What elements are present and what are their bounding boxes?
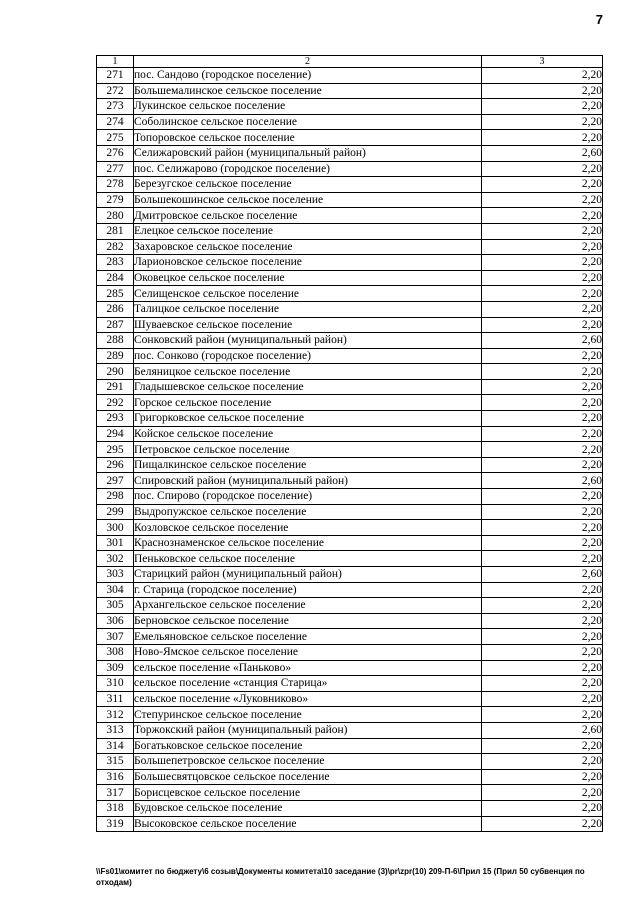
row-name-cell: Сонковский район (муниципальный район)	[134, 333, 482, 349]
row-name-cell: г. Старица (городское поселение)	[134, 582, 482, 598]
row-value-cell: 2,20	[482, 83, 603, 99]
row-number-cell: 276	[97, 145, 134, 161]
table-row	[97, 473, 603, 489]
table-row	[97, 769, 603, 785]
row-number-cell: 312	[97, 707, 134, 723]
row-number-cell: 306	[97, 613, 134, 629]
row-number-cell: 273	[97, 99, 134, 115]
table-row	[97, 489, 603, 505]
row-value-cell: 2,20	[482, 395, 603, 411]
row-value-cell: 2,20	[482, 255, 603, 271]
row-number-cell: 297	[97, 473, 134, 489]
table-row	[97, 738, 603, 754]
row-number-cell: 277	[97, 161, 134, 177]
row-value-cell: 2,20	[482, 551, 603, 567]
row-value-cell: 2,20	[482, 800, 603, 816]
table-row	[97, 754, 603, 770]
column-header-name: 2	[134, 56, 482, 68]
table-header-row	[97, 56, 603, 68]
table-row	[97, 317, 603, 333]
row-value-cell: 2,20	[482, 707, 603, 723]
row-number-cell: 284	[97, 270, 134, 286]
row-name-cell: Торжокский район (муниципальный район)	[134, 722, 482, 738]
row-name-cell: Соболинское сельское поселение	[134, 114, 482, 130]
row-name-cell: Старицкий район (муниципальный район)	[134, 567, 482, 583]
row-value-cell: 2,60	[482, 567, 603, 583]
row-value-cell: 2,20	[482, 644, 603, 660]
row-value-cell: 2,20	[482, 785, 603, 801]
row-name-cell: Краснознаменское сельское поселение	[134, 535, 482, 551]
table-row	[97, 567, 603, 583]
row-name-cell: Выдропужское сельское поселение	[134, 504, 482, 520]
table-row	[97, 613, 603, 629]
row-number-cell: 299	[97, 504, 134, 520]
page-number: 7	[595, 12, 603, 27]
row-name-cell: Талицкое сельское поселение	[134, 301, 482, 317]
row-value-cell: 2,20	[482, 676, 603, 692]
row-value-cell: 2,20	[482, 192, 603, 208]
row-name-cell: Борисцевское сельское поселение	[134, 785, 482, 801]
row-value-cell: 2,20	[482, 208, 603, 224]
row-value-cell: 2,60	[482, 145, 603, 161]
row-number-cell: 271	[97, 68, 134, 84]
row-number-cell: 301	[97, 535, 134, 551]
row-name-cell: Оковецкое сельское поселение	[134, 270, 482, 286]
row-value-cell: 2,20	[482, 504, 603, 520]
row-value-cell: 2,20	[482, 161, 603, 177]
row-name-cell: Селижаровский район (муниципальный район)	[134, 145, 482, 161]
table-row	[97, 520, 603, 536]
table-row	[97, 442, 603, 458]
row-name-cell: Елецкое сельское поселение	[134, 223, 482, 239]
row-name-cell: Койское сельское поселение	[134, 426, 482, 442]
row-name-cell: Пеньковское сельское поселение	[134, 551, 482, 567]
row-name-cell: Будовское сельское поселение	[134, 800, 482, 816]
row-number-cell: 287	[97, 317, 134, 333]
row-name-cell: Лукинское сельское поселение	[134, 99, 482, 115]
table-row	[97, 411, 603, 427]
row-value-cell: 2,60	[482, 473, 603, 489]
row-name-cell: Большепетровское сельское поселение	[134, 754, 482, 770]
row-value-cell: 2,20	[482, 754, 603, 770]
row-number-cell: 283	[97, 255, 134, 271]
row-number-cell: 274	[97, 114, 134, 130]
table-row	[97, 130, 603, 146]
row-number-cell: 311	[97, 691, 134, 707]
row-name-cell: Ларионовское сельское поселение	[134, 255, 482, 271]
row-name-cell: Селищенское сельское поселение	[134, 286, 482, 302]
row-number-cell: 313	[97, 722, 134, 738]
row-value-cell: 2,20	[482, 629, 603, 645]
table-row	[97, 816, 603, 832]
row-value-cell: 2,20	[482, 68, 603, 84]
row-number-cell: 288	[97, 333, 134, 349]
row-number-cell: 303	[97, 567, 134, 583]
row-number-cell: 272	[97, 83, 134, 99]
row-value-cell: 2,20	[482, 442, 603, 458]
row-number-cell: 315	[97, 754, 134, 770]
row-number-cell: 290	[97, 364, 134, 380]
table-row	[97, 598, 603, 614]
table-row	[97, 691, 603, 707]
table-row	[97, 395, 603, 411]
row-name-cell: Козловское сельское поселение	[134, 520, 482, 536]
table-row	[97, 535, 603, 551]
row-value-cell: 2,60	[482, 722, 603, 738]
row-name-cell: Степуринское сельское поселение	[134, 707, 482, 723]
row-number-cell: 289	[97, 348, 134, 364]
table-row	[97, 333, 603, 349]
row-number-cell: 304	[97, 582, 134, 598]
table-row	[97, 364, 603, 380]
row-value-cell: 2,20	[482, 582, 603, 598]
table-row	[97, 192, 603, 208]
row-name-cell: Березугское сельское поселение	[134, 177, 482, 193]
row-name-cell: Большесвятцовское сельское поселение	[134, 769, 482, 785]
table-row	[97, 270, 603, 286]
column-header-value: 3	[482, 56, 603, 68]
row-value-cell: 2,20	[482, 177, 603, 193]
row-value-cell: 2,20	[482, 364, 603, 380]
row-name-cell: пос. Спирово (городское поселение)	[134, 489, 482, 505]
row-number-cell: 300	[97, 520, 134, 536]
row-number-cell: 318	[97, 800, 134, 816]
table-row	[97, 161, 603, 177]
row-name-cell: Шуваевское сельское поселение	[134, 317, 482, 333]
row-name-cell: Беляницкое сельское поселение	[134, 364, 482, 380]
row-number-cell: 314	[97, 738, 134, 754]
table-row	[97, 426, 603, 442]
table-body	[97, 68, 603, 832]
row-number-cell: 296	[97, 457, 134, 473]
row-value-cell: 2,20	[482, 769, 603, 785]
table-row	[97, 68, 603, 84]
row-name-cell: Спировский район (муниципальный район)	[134, 473, 482, 489]
table-row	[97, 223, 603, 239]
row-name-cell: Ново-Ямское сельское поселение	[134, 644, 482, 660]
row-name-cell: пос. Селижарово (городское поселение)	[134, 161, 482, 177]
table-row	[97, 722, 603, 738]
row-number-cell: 279	[97, 192, 134, 208]
row-name-cell: Топоровское сельское поселение	[134, 130, 482, 146]
table-row	[97, 800, 603, 816]
row-name-cell: пос. Сандово (городское поселение)	[134, 68, 482, 84]
row-name-cell: сельское поселение «станция Старица»	[134, 676, 482, 692]
row-value-cell: 2,20	[482, 426, 603, 442]
row-number-cell: 286	[97, 301, 134, 317]
row-value-cell: 2,20	[482, 535, 603, 551]
row-name-cell: Берновское сельское поселение	[134, 613, 482, 629]
row-number-cell: 293	[97, 411, 134, 427]
table-row	[97, 629, 603, 645]
row-number-cell: 305	[97, 598, 134, 614]
table-row	[97, 348, 603, 364]
table-row	[97, 676, 603, 692]
row-name-cell: пос. Сонково (городское поселение)	[134, 348, 482, 364]
row-value-cell: 2,20	[482, 239, 603, 255]
row-number-cell: 291	[97, 379, 134, 395]
row-number-cell: 308	[97, 644, 134, 660]
row-number-cell: 282	[97, 239, 134, 255]
row-number-cell: 317	[97, 785, 134, 801]
row-value-cell: 2,20	[482, 130, 603, 146]
row-number-cell: 295	[97, 442, 134, 458]
row-value-cell: 2,20	[482, 660, 603, 676]
table-row	[97, 644, 603, 660]
row-value-cell: 2,60	[482, 333, 603, 349]
row-number-cell: 309	[97, 660, 134, 676]
row-number-cell: 285	[97, 286, 134, 302]
row-value-cell: 2,20	[482, 411, 603, 427]
row-name-cell: сельское поселение «Луковниково»	[134, 691, 482, 707]
row-value-cell: 2,20	[482, 348, 603, 364]
table-row	[97, 785, 603, 801]
table-row	[97, 286, 603, 302]
row-name-cell: Высоковское сельское поселение	[134, 816, 482, 832]
table-row	[97, 208, 603, 224]
row-name-cell: Большемалинское сельское поселение	[134, 83, 482, 99]
table-row	[97, 379, 603, 395]
row-number-cell: 316	[97, 769, 134, 785]
row-value-cell: 2,20	[482, 317, 603, 333]
table-row	[97, 551, 603, 567]
row-value-cell: 2,20	[482, 114, 603, 130]
row-value-cell: 2,20	[482, 301, 603, 317]
row-number-cell: 294	[97, 426, 134, 442]
table-row	[97, 660, 603, 676]
row-name-cell: Гладышевское сельское поселение	[134, 379, 482, 395]
table-row	[97, 707, 603, 723]
table-row	[97, 145, 603, 161]
row-name-cell: Горское сельское поселение	[134, 395, 482, 411]
data-table	[96, 55, 603, 832]
row-value-cell: 2,20	[482, 270, 603, 286]
row-value-cell: 2,20	[482, 489, 603, 505]
table-row	[97, 114, 603, 130]
row-name-cell: Емельяновское сельское поселение	[134, 629, 482, 645]
row-value-cell: 2,20	[482, 816, 603, 832]
row-value-cell: 2,20	[482, 613, 603, 629]
row-number-cell: 280	[97, 208, 134, 224]
row-value-cell: 2,20	[482, 99, 603, 115]
row-number-cell: 278	[97, 177, 134, 193]
row-number-cell: 302	[97, 551, 134, 567]
row-value-cell: 2,20	[482, 223, 603, 239]
row-name-cell: Архангельское сельское поселение	[134, 598, 482, 614]
column-header-number: 1	[97, 56, 134, 68]
row-number-cell: 310	[97, 676, 134, 692]
row-value-cell: 2,20	[482, 457, 603, 473]
row-value-cell: 2,20	[482, 520, 603, 536]
table-row	[97, 504, 603, 520]
row-name-cell: Большекошинское сельское поселение	[134, 192, 482, 208]
row-name-cell: Григорковское сельское поселение	[134, 411, 482, 427]
row-number-cell: 298	[97, 489, 134, 505]
row-name-cell: Богатьковское сельское поселение	[134, 738, 482, 754]
row-value-cell: 2,20	[482, 286, 603, 302]
table-row	[97, 582, 603, 598]
table-row	[97, 457, 603, 473]
table-row	[97, 239, 603, 255]
table-row	[97, 301, 603, 317]
table-row	[97, 177, 603, 193]
row-number-cell: 292	[97, 395, 134, 411]
row-value-cell: 2,20	[482, 379, 603, 395]
row-name-cell: Дмитровское сельское поселение	[134, 208, 482, 224]
row-number-cell: 281	[97, 223, 134, 239]
row-number-cell: 319	[97, 816, 134, 832]
row-name-cell: сельское поселение «Паньково»	[134, 660, 482, 676]
row-number-cell: 307	[97, 629, 134, 645]
row-name-cell: Захаровское сельское поселение	[134, 239, 482, 255]
table-row	[97, 83, 603, 99]
table-row	[97, 255, 603, 271]
row-name-cell: Пищалкинское сельское поселение	[134, 457, 482, 473]
file-path-footer: \\Fs01\комитет по бюджету\6 созыв\Документы комитета\10 заседание (3)\pr\zpr(10) 209-П-6\Прил 15 (Прил 50 субвенция по отходам)	[96, 867, 585, 887]
row-value-cell: 2,20	[482, 691, 603, 707]
table-row	[97, 99, 603, 115]
row-number-cell: 275	[97, 130, 134, 146]
row-value-cell: 2,20	[482, 598, 603, 614]
row-value-cell: 2,20	[482, 738, 603, 754]
row-name-cell: Петровское сельское поселение	[134, 442, 482, 458]
